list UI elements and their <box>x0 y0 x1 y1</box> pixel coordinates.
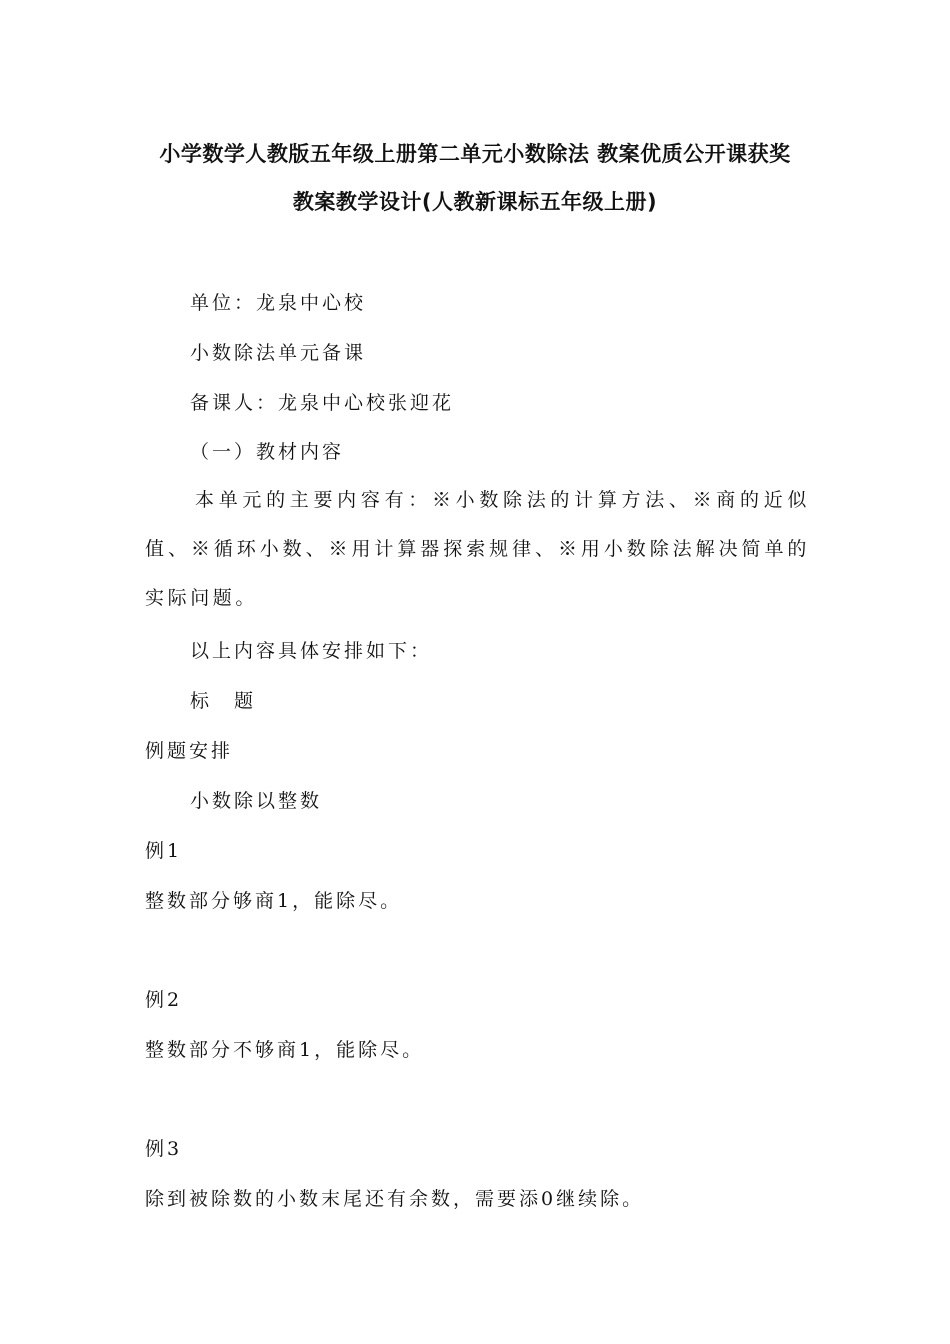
example-label: 例3 <box>145 1138 183 1160</box>
table-header-examples: 例题安排 <box>145 740 234 762</box>
example-description: 整数部分够商1，能除尽。 <box>145 890 403 912</box>
topic-1: 小数除以整数 <box>190 790 323 812</box>
example-label: 例2 <box>145 989 183 1011</box>
document-title-line-1: 小学数学人教版五年级上册第二单元小数除法 教案优质公开课获奖 <box>159 142 791 166</box>
section-heading: （一）教材内容 <box>190 441 345 463</box>
arrangement-intro: 以上内容具体安排如下： <box>190 640 433 662</box>
example-description: 整数部分不够商1，能除尽。 <box>145 1039 425 1061</box>
document-title-line-2: 教案教学设计(人教新课标五年级上册) <box>292 190 658 214</box>
unit-line: 单位：龙泉中心校 <box>190 292 367 314</box>
preparer-line: 备课人：龙泉中心校张迎花 <box>190 392 455 414</box>
intro-paragraph: 本单元的主要内容有：※小数除法的计算方法、※商的近似值、※循环小数、※用计算器探索规律、※用小数除法解决简单的实际问题。 <box>145 489 810 609</box>
table-header-title: 标 题 <box>190 690 257 712</box>
course-line: 小数除法单元备课 <box>190 342 367 364</box>
example-description: 除到被除数的小数末尾还有余数，需要添0继续除。 <box>145 1188 645 1210</box>
example-label: 例1 <box>145 840 183 862</box>
